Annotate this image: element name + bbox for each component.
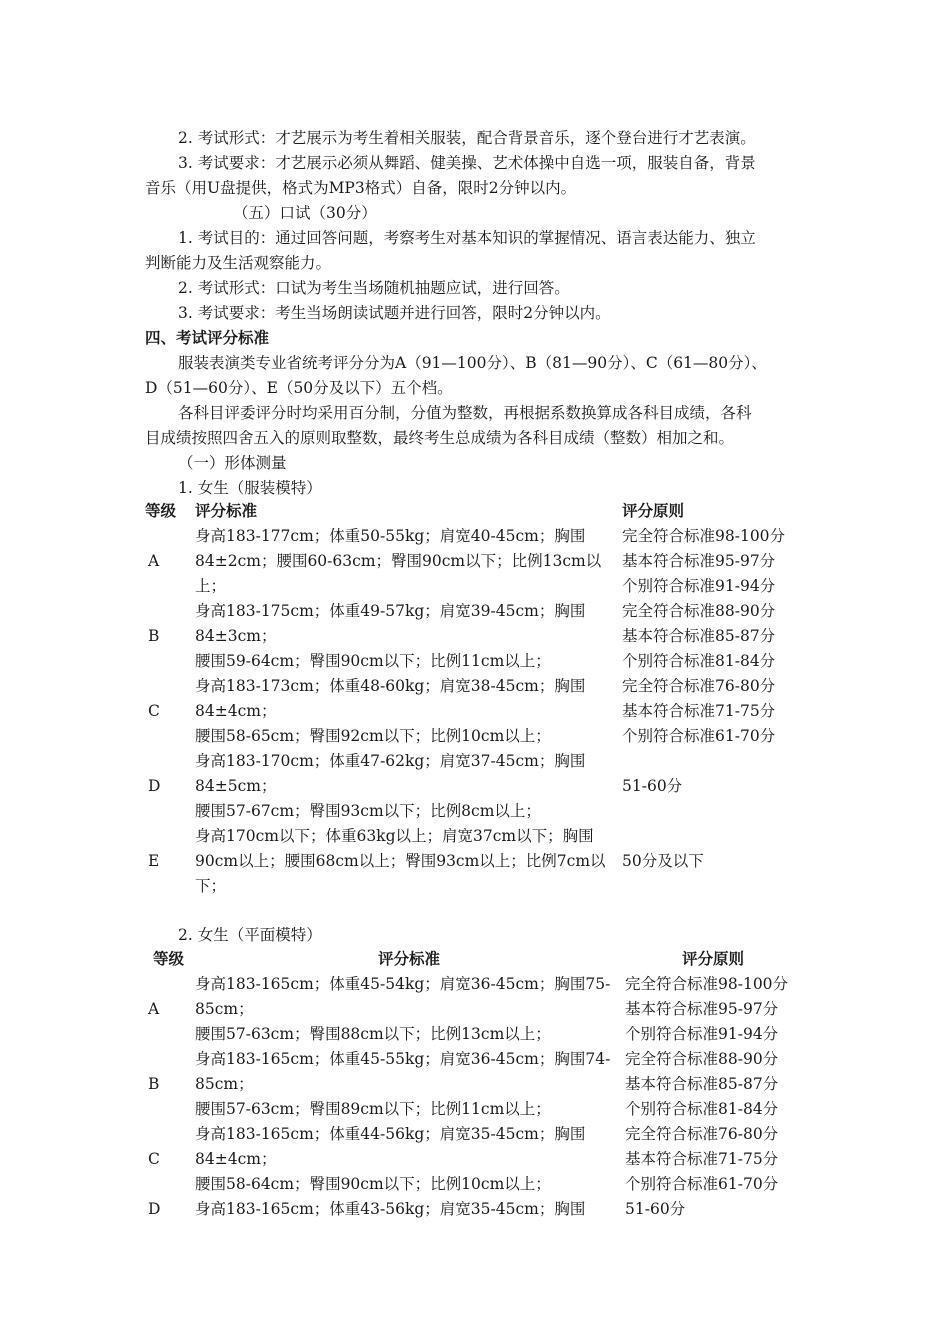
standard-line: 90cm以上；腰围68cm以上；臀围93cm以上；比例7cm以	[195, 852, 606, 870]
table-header-row	[145, 947, 815, 972]
header-principle: 评分原则	[682, 950, 745, 968]
principle-line: 个别符合标准91-94分	[625, 1025, 779, 1043]
standard-line: 腰围57-63cm；臀围88cm以下；比例13cm以上；	[195, 1025, 551, 1043]
principle-line: 完全符合标准76-80分	[622, 677, 776, 695]
scoring-table-print	[145, 947, 815, 1222]
standard-line: 84±3cm；	[195, 627, 277, 645]
paragraph-form: 2. 考试形式：才艺展示为考生着相关服装，配合背景音乐，逐个登台进行才艺表演。	[178, 129, 756, 147]
principle-line: 基本符合标准95-97分	[622, 552, 776, 570]
table-row	[145, 1197, 815, 1222]
principle-line: 基本符合标准85-87分	[625, 1075, 779, 1093]
standard-line: 腰围57-63cm；臀围89cm以下；比例11cm以上；	[195, 1100, 551, 1118]
table-row	[145, 674, 815, 749]
principle-line: 基本符合标准71-75分	[625, 1150, 779, 1168]
principle-line: 个别符合标准81-84分	[625, 1100, 779, 1118]
subsection-body-measurement: （一）形体测量	[178, 454, 287, 472]
principle-line: 51-60分	[622, 777, 683, 795]
grade-cell: E	[148, 852, 160, 870]
standard-line: 腰围59-64cm；臀围90cm以下；比例11cm以上；	[195, 652, 551, 670]
table-header-row	[145, 499, 815, 524]
header-grade: 等级	[145, 502, 177, 520]
standard-line: 腰围57-67cm；臀围93cm以下；比例8cm以上；	[195, 802, 541, 820]
principle-line: 51-60分	[625, 1200, 686, 1218]
principle-line: 完全符合标准76-80分	[625, 1125, 779, 1143]
paragraph-scoring-line2: 目成绩按照四舍五入的原则取整数，最终考生总成绩为各科目成绩（整数）相加之和。	[145, 429, 735, 447]
principle-line: 完全符合标准98-100分	[625, 975, 789, 993]
standard-line: 腰围58-65cm；臀围92cm以下；比例10cm以上；	[195, 727, 551, 745]
principle-line: 完全符合标准88-90分	[625, 1050, 779, 1068]
paragraph-requirement-line1: 3. 考试要求：才艺展示必须从舞蹈、健美操、艺术体操中自选一项，服装自备，背景	[178, 154, 756, 172]
principle-line: 个别符合标准91-94分	[622, 577, 776, 595]
standard-line: 身高183-165cm；体重43-56kg；肩宽35-45cm；胸围	[195, 1200, 586, 1218]
standard-line: 84±5cm；	[195, 777, 277, 795]
header-principle: 评分原则	[622, 502, 685, 520]
header-standard: 评分标准	[195, 502, 258, 520]
table-row	[145, 1122, 815, 1197]
paragraph-oral-form: 2. 考试形式：口试为考生当场随机抽题应试，进行回答。	[178, 279, 570, 297]
paragraph-grades-line1: 服装表演类专业省统考评分分为A（91—100分）、B（81—90分）、C（61—80分）、	[178, 354, 767, 372]
paragraph-requirement-line2: 音乐（用U盘提供，格式为MP3格式）自备，限时2分钟以内。	[145, 179, 577, 197]
principle-line: 基本符合标准71-75分	[622, 702, 776, 720]
header-standard: 评分标准	[378, 950, 441, 968]
standard-line: 身高170cm以下；体重63kg以上；肩宽37cm以下；胸围	[195, 827, 594, 845]
standard-line: 身高183-173cm；体重48-60kg；肩宽38-45cm；胸围	[195, 677, 586, 695]
section-heading-scoring: 四、考试评分标准	[145, 329, 270, 347]
standard-line: 身高183-165cm；体重44-56kg；肩宽35-45cm；胸围	[195, 1125, 586, 1143]
header-grade: 等级	[153, 950, 185, 968]
grade-cell: D	[148, 777, 161, 795]
standard-line: 腰围58-64cm；臀围90cm以下；比例10cm以上；	[195, 1175, 551, 1193]
table-row	[145, 972, 815, 1047]
grade-cell: A	[148, 552, 160, 570]
principle-line: 完全符合标准88-90分	[622, 602, 776, 620]
table-row	[145, 599, 815, 674]
paragraph-oral-purpose-line2: 判断能力及生活观察能力。	[145, 254, 332, 272]
standard-line: 身高183-175cm；体重49-57kg；肩宽39-45cm；胸围	[195, 602, 586, 620]
standard-line: 84±2cm；腰围60-63cm；臀围90cm以下；比例13cm以	[195, 552, 602, 570]
principle-line: 个别符合标准61-70分	[622, 727, 776, 745]
principle-line: 完全符合标准98-100分	[622, 527, 786, 545]
grade-cell: C	[148, 1150, 160, 1168]
table-row	[145, 1047, 815, 1122]
scoring-table-fashion	[145, 499, 815, 899]
table-row	[145, 824, 815, 899]
paragraph-oral-purpose-line1: 1. 考试目的：通过回答问题，考察考生对基本知识的掌握情况、语言表达能力、独立	[178, 229, 756, 247]
standard-line: 下；	[195, 877, 227, 895]
subsection-fashion-model: 1. 女生（服装模特）	[178, 479, 322, 497]
principle-line: 基本符合标准95-97分	[625, 1000, 779, 1018]
paragraph-scoring-line1: 各科目评委评分时均采用百分制，分值为整数，再根据系数换算成各科目成绩，各科	[178, 404, 752, 422]
grade-cell: A	[148, 1000, 160, 1018]
grade-cell: B	[148, 627, 160, 645]
grade-cell: D	[148, 1200, 161, 1218]
table-row	[145, 749, 815, 824]
principle-line: 50分及以下	[622, 852, 704, 870]
table-row	[145, 524, 815, 599]
principle-line: 个别符合标准81-84分	[622, 652, 776, 670]
paragraph-oral-requirement: 3. 考试要求：考生当场朗读试题并进行回答，限时2分钟以内。	[178, 304, 611, 322]
standard-line: 85cm；	[195, 1075, 254, 1093]
standard-line: 身高183-165cm；体重45-55kg；肩宽36-45cm；胸围74-	[195, 1050, 611, 1068]
grade-cell: B	[148, 1075, 160, 1093]
standard-line: 84±4cm；	[195, 1150, 277, 1168]
standard-line: 85cm；	[195, 1000, 254, 1018]
standard-line: 身高183-170cm；体重47-62kg；肩宽37-45cm；胸围	[195, 752, 586, 770]
subsection-print-model: 2. 女生（平面模特）	[178, 926, 322, 944]
principle-line: 个别符合标准61-70分	[625, 1175, 779, 1193]
grade-cell: C	[148, 702, 160, 720]
section-oral-heading: （五）口试（30分）	[233, 204, 377, 222]
paragraph-grades-line2: D（51—60分）、E（50分及以下）五个档。	[145, 379, 453, 397]
standard-line: 身高183-177cm；体重50-55kg；肩宽40-45cm；胸围	[195, 527, 586, 545]
standard-line: 身高183-165cm；体重45-54kg；肩宽36-45cm；胸围75-	[195, 975, 611, 993]
standard-line: 上；	[195, 577, 227, 595]
principle-line: 基本符合标准85-87分	[622, 627, 776, 645]
standard-line: 84±4cm；	[195, 702, 277, 720]
